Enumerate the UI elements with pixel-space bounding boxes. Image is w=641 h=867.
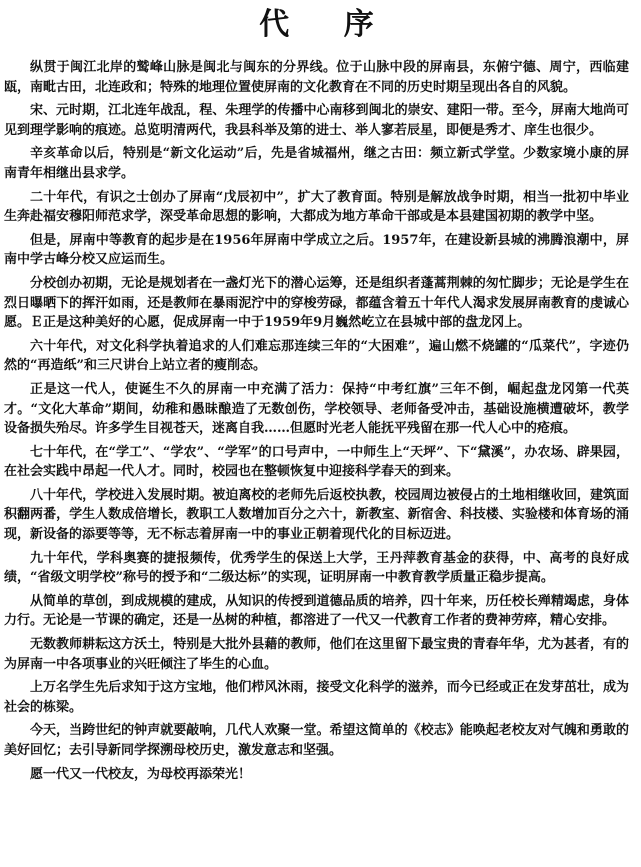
paragraph: 六十年代，对文化科学执着追求的人们难忘那连续三年的“大困难”，遍山燃不烧罐的“瓜菜代”，字迹仍然的“再造纸”和三尺讲台上站立者的瘦削态。 [4, 338, 629, 374]
paragraph: 八十年代，学校进入发展时期。被迫离校的老师先后返校执教，校园周边被侵占的土地相继收回，建筑面积翻两番，学生人数成倍增长，教职工人数增加百分之六十，新教室、新宿舍、科技楼、实验楼和体育场的涌现，新设备的添要等等，无不标志着屏南一中的事业正朝着现代化的目标迈进。 [4, 487, 629, 543]
paragraph: 上万名学生先后求知于这方宝地，他们栉风沐雨，接受文化科学的滋养，而今已经或正在发芽茁壮，成为社会的栋梁。 [4, 680, 629, 715]
document-title: 代 序 [259, 7, 396, 42]
paragraph: 辛亥革命以后，特别是“新文化运动”后，先是省城福州，继之古田：频立新式学堂。少数家境小康的屏南青年相继出县求学。 [4, 146, 629, 181]
paragraph: 从简单的草创，到成规模的建成，从知识的传授到道德品质的培养，四十年来，历任校长殚精竭虑，身体力行。无论是一节课的确定，还是一丛树的种植，都溶进了一代又一代教育工作者的费神劳瘁，精心安排。 [4, 593, 629, 629]
paragraph: 愿一代又一代校友，为母校再添荣光！ [30, 766, 252, 782]
document-body [4, 58, 629, 784]
paragraph: 二十年代，有识之士创办了屏南“戊辰初中”，扩大了教育面。特别是解放战争时期，相当一批初中毕业生奔赴福安穆阳师范求学，深受革命思想的影响，大都成为地方革命干部或是本县建国初期的教学中坚。 [4, 189, 629, 225]
paragraph: 今天，当跨世纪的钟声就要敲响，几代人欢聚一堂。希望这简单的《校志》能唤起老校友对气魄和勇敢的美好回忆；去引导新同学探溯母校历史，激发意志和坚强。 [4, 723, 629, 758]
paragraph: 但是，屏南中等教育的起步是在1956年屏南中学成立之后。1957年，在建设新县城的沸腾浪潮中，屏南中学古峰分校又应运而生。 [4, 232, 629, 268]
paragraph: 九十年代，学科奥赛的捷报频传，优秀学生的保送上大学，王丹萍教育基金的获得，中、高考的良好成绩，“省级文明学校”称号的授予和“二级达标”的实现，证明屏南一中教育教学质量正稳步提高。 [4, 550, 629, 586]
paragraph: 正是这一代人，使诞生不久的屏南一中充满了活力：保持“中考红旗”三年不倒，崛起盘龙冈第一代英才。“文化大革命”期间，幼稚和愚昧酿造了无数创伤，学校领导、老师备受冲击，基础设施横遭破坏，教学设备损失殆尽。许多学生目视苍天，迷离自我……但愿时光老人能抚平残留在那一代人心中的疮痕。 [4, 381, 629, 437]
paragraph: 分校创办初期，无论是规划者在一盏灯光下的潜心运筹，还是组织者蓬蒿荆棘的匆忙脚步；无论是学生在烈日曝晒下的挥汗如雨，还是教师在暴雨泥泞中的穿梭劳碌，都蕴含着五十年代人渴求发展屏南教育的虔诚心愿。Ｅ正是这种美好的心愿，促成屏南一中于1959年9月巍然屹立在县城中部的盘龙冈上。 [4, 275, 629, 331]
paragraph: 七十年代，在“学工”、“学农”、“学军”的口号声中，一中师生上“天坪”、下“黛溪”，办农场、辟果园，在社会实践中昂起一代人才。同时，校园也在整顿恢复中迎接科学春天的到来。 [4, 444, 629, 480]
paragraph: 纵贯于闽江北岸的鹫峰山脉是闽北与闽东的分界线。位于山脉中段的屏南县，东俯宁德、周宁，西临建瓯，南毗古田，北连政和；特殊的地理位置使屏南的文化教育在不同的历史时期呈现出各自的风貌。 [4, 60, 629, 95]
paragraph: 无数教师耕耘这方沃土，特别是大批外县藉的教师，他们在这里留下最宝贵的青春年华，尤为甚者，有的为屏南一中各项事业的兴旺倾注了毕生的心血。 [4, 637, 629, 672]
paragraph: 宋、元时期，江北连年战乱，程、朱理学的传播中心南移到闽北的崇安、建阳一带。至今，屏南大地尚可见到理学影响的痕迹。总览明清两代，我县科举及第的进士、举人寥若辰星，即便是秀才、庠生也很少。 [4, 103, 629, 138]
